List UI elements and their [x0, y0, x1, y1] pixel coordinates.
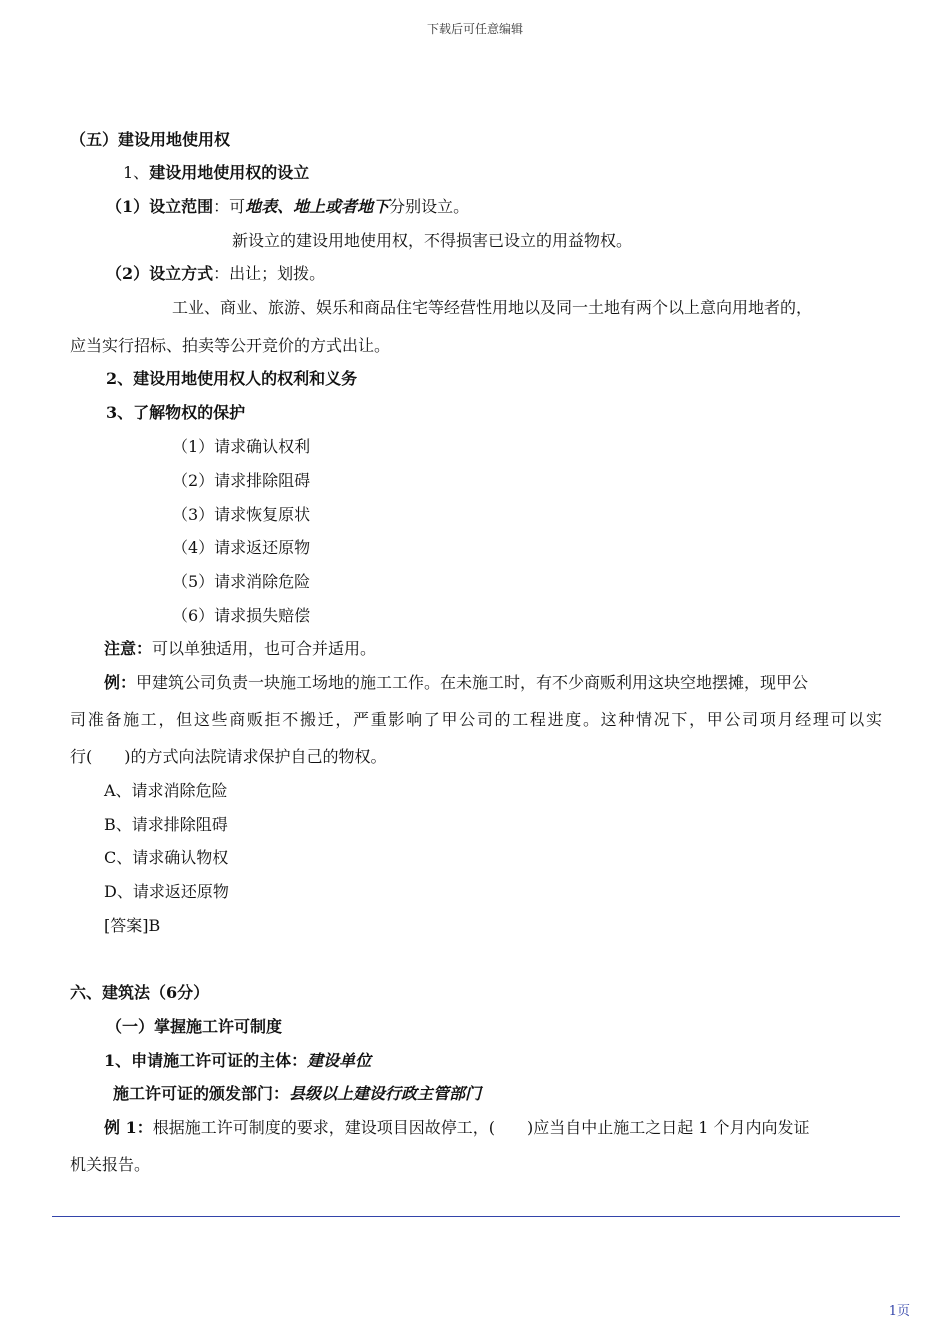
setup-method-label: （2）设立方式 [106, 264, 214, 283]
answer: [答案]B [104, 916, 161, 935]
example-line-3: 行( )的方式向法院请求保护自己的物权。 [70, 747, 387, 766]
permit-issuer-label: 施工许可证的颁发部门： [113, 1084, 290, 1103]
option-a: A、请求消除危险 [104, 781, 228, 800]
notice-label: 注意： [104, 639, 153, 658]
example-label: 例： [104, 673, 137, 692]
page-number: 1页 [888, 1304, 910, 1319]
permit-subject-emphasis: 建设单位 [307, 1051, 372, 1070]
notice-text: 可以单独适用，也可合并适用。 [152, 639, 377, 658]
option-c: C、请求确认物权 [104, 848, 229, 867]
subsection-1-number: 1、 [123, 163, 150, 182]
permit-subject-line [104, 1051, 371, 1071]
footer-rule [52, 1216, 900, 1217]
protection-item: （1）请求确认权利 [172, 437, 311, 456]
section-6-subsection-1: （一）掌握施工许可制度 [106, 1017, 283, 1036]
setup-scope-label: （1）设立范围 [106, 197, 214, 216]
setup-scope-emphasis: 地表、地上或者地下 [245, 197, 390, 216]
section-6-title: 六、建筑法（6分） [70, 983, 210, 1002]
section-5-title: （五）建设用地使用权 [70, 130, 231, 149]
protection-item: （3）请求恢复原状 [172, 505, 311, 524]
example-1-text-1: 根据施工许可制度的要求，建设项目因故停工，( )应当自中止施工之日起 1 个月内向发证 [152, 1118, 810, 1137]
protection-item: （4）请求返还原物 [172, 538, 311, 557]
paragraph-1-line-2: 应当实行招标、拍卖等公开竞价的方式出让。 [70, 336, 391, 355]
permit-subject-label: 1、申请施工许可证的主体： [104, 1051, 308, 1070]
subsection-3-heading: 3、了解物权的保护 [106, 403, 246, 422]
setup-scope-note: 新设立的建设用地使用权，不得损害已设立的用益物权。 [232, 231, 633, 250]
protection-item: （5）请求消除危险 [172, 572, 311, 591]
protection-item: （6）请求损失赔偿 [172, 606, 311, 625]
example-line-2: 司准备施工，但这些商贩拒不搬迁，严重影响了甲公司的工程进度。这种情况下，甲公司项月经理可以实 [70, 710, 882, 729]
example-1-label: 例 1： [104, 1118, 153, 1137]
subsection-1-heading [123, 163, 309, 183]
setup-scope-line [106, 197, 469, 217]
example-line-1 [104, 673, 808, 693]
example-1-line-2: 机关报告。 [70, 1155, 151, 1174]
setup-method-rest: ：出让；划拨。 [213, 264, 326, 283]
subsection-1-title: 建设用地使用权的设立 [149, 163, 310, 182]
subsection-2-heading: 2、建设用地使用权人的权利和义务 [106, 369, 358, 388]
notice-line [104, 639, 376, 659]
paragraph-1-line-1: 工业、商业、旅游、娱乐和商品住宅等经营性用地以及同一土地有两个以上意向用地者的， [172, 298, 813, 317]
page-header: 下载后可任意编辑 [426, 22, 523, 36]
protection-item: （2）请求排除阻碍 [172, 471, 311, 490]
setup-scope-colon: ：可 [213, 197, 246, 216]
setup-scope-rest: 分别设立。 [389, 197, 470, 216]
example-1-line-1 [104, 1118, 810, 1138]
setup-method-line [106, 264, 325, 284]
example-text-1: 甲建筑公司负责一块施工场地的施工工作。在未施工时，有不少商贩利用这块空地摆摊，现甲公 [136, 673, 809, 692]
option-b: B、请求排除阻碍 [104, 815, 228, 834]
permit-issuer-emphasis: 县级以上建设行政主管部门 [289, 1084, 482, 1103]
option-d: D、请求返还原物 [104, 882, 229, 901]
permit-issuer-line [113, 1084, 481, 1104]
